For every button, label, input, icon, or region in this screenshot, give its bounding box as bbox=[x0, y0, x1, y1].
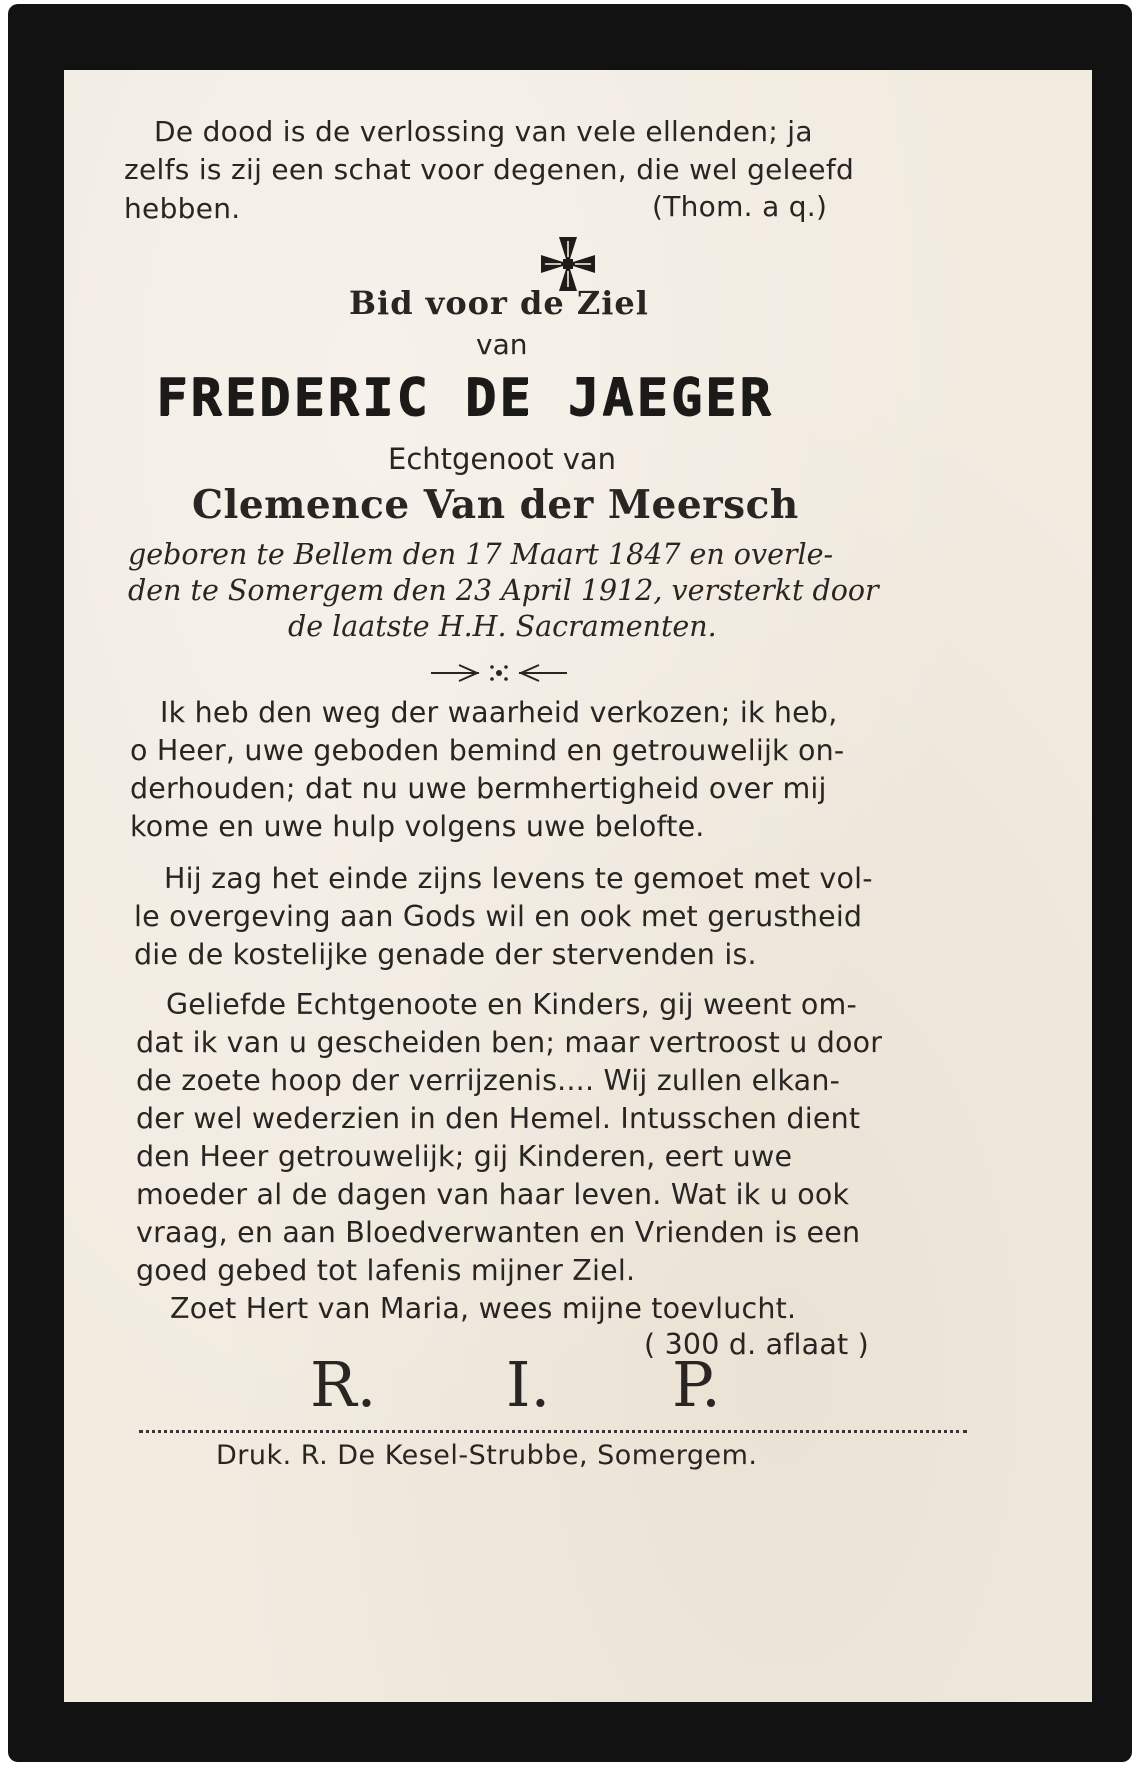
paragraph-3-line-5: den Heer getrouwelijk; gij Kinderen, eert uwe bbox=[136, 1140, 793, 1173]
card-paper bbox=[64, 70, 1092, 1702]
paragraph-1-line-2: o Heer, uwe geboden bemind en getrouwelijk on- bbox=[130, 734, 845, 767]
spouse-label: Echtgenoot van bbox=[388, 442, 617, 476]
paragraph-2-line-3: die de kostelijke genade der stervenden is. bbox=[134, 938, 757, 971]
paragraph-3-line-1: Geliefde Echtgenoote en Kinders, gij weent om- bbox=[166, 988, 857, 1021]
paragraph-2-line-1: Hij zag het einde zijns levens te gemoet met vol- bbox=[164, 862, 873, 895]
paragraph-3-line-4: der wel wederzien in den Hemel. Intusschen dient bbox=[136, 1102, 861, 1135]
paragraph-3-line-6: moeder al de dagen van haar leven. Wat ik u ook bbox=[136, 1178, 850, 1211]
quote-attribution: (Thom. a q.) bbox=[652, 190, 828, 223]
paragraph-3-line-8: goed gebed tot lafenis mijner Ziel. bbox=[136, 1254, 636, 1287]
pray-heading: Bid voor de Ziel bbox=[349, 284, 649, 322]
paragraph-3-line-7: vraag, en aan Bloedverwanten en Vrienden is een bbox=[136, 1216, 861, 1249]
quote-line-3: hebben. bbox=[124, 192, 241, 225]
mourning-card bbox=[8, 4, 1132, 1762]
paragraph-3-line-3: de zoete hoop der verrijzenis.... Wij zullen elkan- bbox=[136, 1064, 841, 1097]
ornament-divider-icon bbox=[429, 658, 569, 688]
rip-letter-r: R. bbox=[310, 1348, 377, 1421]
paragraph-2-line-2: le overgeving aan Gods wil en ook met gerustheid bbox=[134, 900, 863, 933]
birth-death-line-3: de laatste H.H. Sacramenten. bbox=[288, 610, 717, 643]
rip-letter-i: I. bbox=[506, 1348, 551, 1421]
paragraph-3-line-2: dat ik van u gescheiden ben; maar vertroost u door bbox=[136, 1026, 883, 1059]
paragraph-1-line-1: Ik heb den weg der waarheid verkozen; ik heb, bbox=[160, 696, 838, 729]
paragraph-1-line-4: kome en uwe hulp volgens uwe belofte. bbox=[130, 810, 705, 843]
birth-death-line-2: den te Somergem den 23 April 1912, versterkt door bbox=[128, 574, 879, 607]
of-label: van bbox=[476, 328, 528, 361]
prayer-line: Zoet Hert van Maria, wees mijne toevlucht. bbox=[170, 1292, 797, 1325]
printer-credit: Druk. R. De Kesel-Strubbe, Somergem. bbox=[216, 1440, 758, 1471]
birth-death-line-1: geboren te Bellem den 17 Maart 1847 en overle- bbox=[128, 538, 834, 571]
dotted-divider bbox=[139, 1430, 967, 1433]
rip-letter-p: P. bbox=[672, 1348, 721, 1421]
spouse-name: Clemence Van der Meersch bbox=[192, 482, 799, 528]
quote-line-2: zelfs is zij een schat voor degenen, die wel geleefd bbox=[124, 153, 855, 186]
indulgence-note: ( 300 d. aflaat ) bbox=[644, 1328, 869, 1361]
quote-line-1: De dood is de verlossing van vele ellenden; ja bbox=[154, 115, 813, 148]
paragraph-1-line-3: derhouden; dat nu uwe bermhertigheid over mij bbox=[130, 772, 827, 805]
deceased-name: FREDERIC DE JAEGER bbox=[156, 368, 774, 428]
